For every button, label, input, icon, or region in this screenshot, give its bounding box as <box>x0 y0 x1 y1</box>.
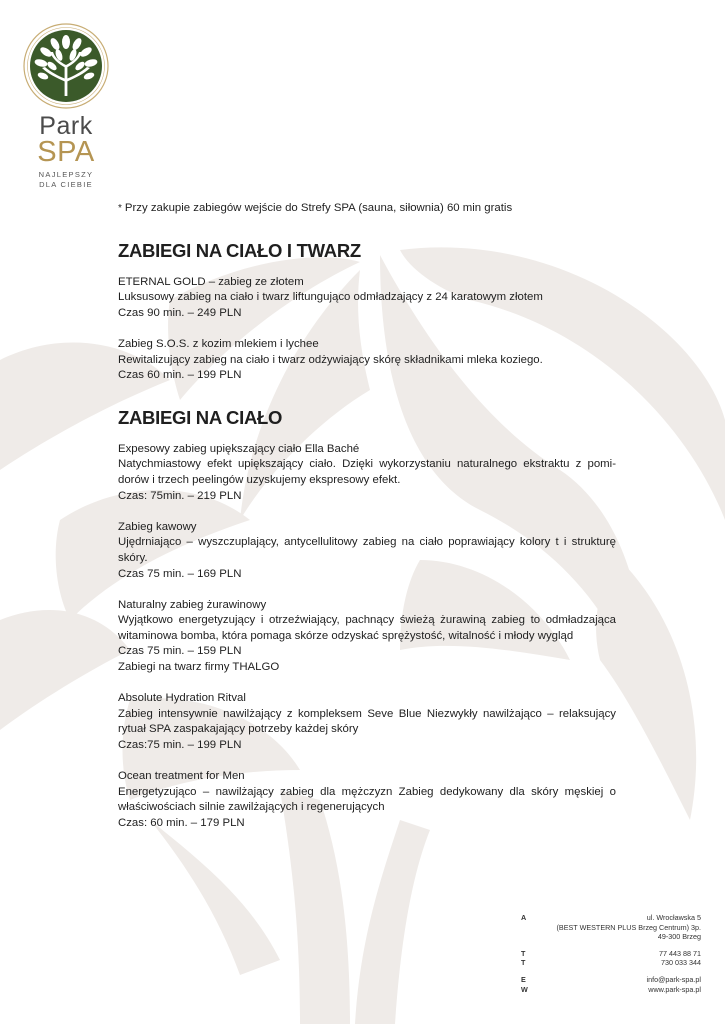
asterisk-icon: * <box>118 203 122 214</box>
treatment-price: Czas 75 min. – 169 PLN <box>118 567 242 580</box>
address-key: A <box>521 913 527 922</box>
treatment-name: Zabieg kawowy <box>118 520 197 533</box>
email-key: E <box>521 974 526 984</box>
treatment-price: Czas 90 min. – 249 PLN <box>118 306 242 319</box>
treatment-price: Czas: 60 min. – 179 PLN <box>118 817 245 829</box>
address-row <box>521 913 701 923</box>
address-line: ul. Wrocławska 5 <box>646 913 701 922</box>
treatment-price: Czas 75 min. – 159 PLN <box>118 645 242 658</box>
brand-tagline-line2: DLA CIEBIE <box>39 180 93 189</box>
tree-logo-icon <box>22 22 110 110</box>
treatment-description: Rewitalizujący zabieg na ciało i twarz odżywiający skórę składnikami mleka koziego. <box>118 353 543 366</box>
brand-name-park: Park <box>39 112 93 140</box>
email-link[interactable]: info@park-spa.pl <box>646 974 701 984</box>
section-heading-body-and-face: ZABIEGI NA CIAŁO I TWARZ <box>118 239 361 261</box>
phone-row <box>521 949 701 959</box>
treatment-description: Wyjątkowo energetyzujący i otrzeźwiający, pachnący świeżą żurawiną zabieg to odmładzająca witaminowa bomba, która pomaga skórze odzyskać sprężystość, witalność i młody wygląd <box>118 614 616 642</box>
treatment-price: Czas: 75min. – 219 PLN <box>118 489 242 502</box>
email-row <box>521 975 701 985</box>
address-line: (BEST WESTERN PLUS Brzeg Centrum) 3p. <box>556 922 701 932</box>
brand-tagline-line1: NAJLEPSZY <box>38 170 94 179</box>
treatment-name: Naturalny zabieg żurawinowy <box>118 598 267 611</box>
treatment-price: Czas:75 min. – 199 PLN <box>118 739 242 752</box>
phone-number[interactable]: 730 033 344 <box>661 958 701 968</box>
treatment-name: Absolute Hydration Ritval <box>118 692 246 705</box>
treatment-description: Luksusowy zabieg na ciało i twarz liftungująco odmładzający z 24 karatowym złotem <box>118 291 543 304</box>
phone-key: T <box>521 948 526 958</box>
treatment-item <box>118 337 616 384</box>
price-list <box>118 201 616 847</box>
gratis-note-text: Przy zakupie zabiegów wejście do Strefy SPA (sauna, siłownia) 60 min gratis <box>124 202 513 214</box>
phone-number[interactable]: 77 443 88 71 <box>659 948 701 958</box>
treatment-name: Expesowy zabieg upiększający ciało Ella Baché <box>118 442 360 455</box>
treatment-description: Zabieg intensywnie nawilżający z kompleksem Seve Blue Niezwykły nawilżająco – relaksujący rytuał SPA zaspakajający potrzeby każdej skóry <box>118 707 616 736</box>
treatment-price: Czas 60 min. – 199 PLN <box>118 369 242 382</box>
treatment-item <box>118 769 616 831</box>
website-key: W <box>521 984 528 994</box>
phone-key: T <box>521 958 526 968</box>
treatment-item <box>118 442 616 504</box>
contact-info <box>521 913 701 994</box>
treatment-name: ETERNAL GOLD – zabieg ze złotem <box>118 275 304 288</box>
treatment-description: Energetyzująco – nawilżający zabieg dla mężczyzn Zabieg dedykowany dla skóry męskiej o właściwościach silnie zawilżających i regenerujących <box>118 785 616 814</box>
treatment-description: Ujędrniająco – wyszczuplający, antycellulitowy zabieg na ciało poprawiający kolory t i strukturę skóry. <box>118 536 616 564</box>
treatment-item <box>118 275 616 322</box>
treatment-item <box>118 598 616 676</box>
gratis-note <box>118 201 616 217</box>
phone-row <box>521 958 701 968</box>
treatment-name: Ocean treatment for Men <box>118 770 245 783</box>
section-heading-body: ZABIEGI NA CIAŁO <box>118 406 283 428</box>
website-link[interactable]: www.park-spa.pl <box>648 984 701 994</box>
treatment-name: Zabieg S.O.S. z kozim mlekiem i lychee <box>118 337 319 350</box>
treatment-item <box>118 691 616 753</box>
address-line: 49-300 Brzeg <box>657 932 701 942</box>
website-row <box>521 985 701 995</box>
treatment-extra-note: Zabiegi na twarz firmy THALGO <box>118 661 280 674</box>
brand-name-spa: SPA <box>37 136 95 168</box>
treatment-description: Natychmiastowy efekt upiększający ciało. Dzięki wykorzystaniu naturalnego ekstraktu z pomi- dorów i trzech peelingów uzyskujemy ekspresowy efekt. <box>118 458 616 486</box>
treatment-item <box>118 520 616 582</box>
